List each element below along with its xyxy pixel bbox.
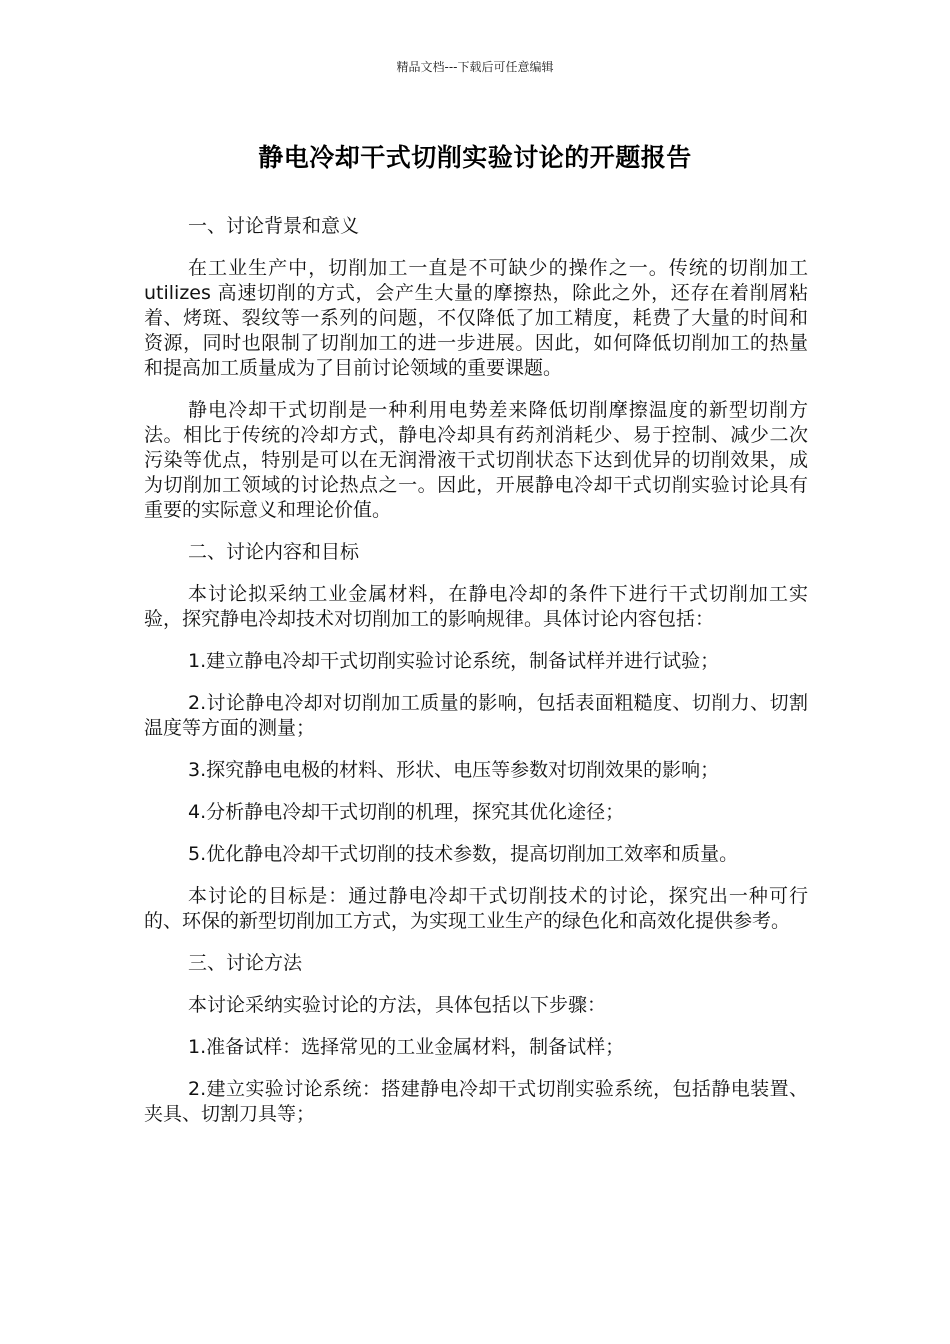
section-heading-content: 二、讨论内容和目标 [188, 541, 360, 563]
list-item: 5.优化静电冷却干式切削的技术参数，提高切削加工效率和质量。 [188, 843, 739, 865]
section-heading-method: 三、讨论方法 [188, 952, 303, 974]
list-item: 4.分析静电冷却干式切削的机理，探究其优化途径； [188, 801, 625, 823]
list-item: 2.讨论静电冷却对切削加工质量的影响，包括表面粗糙度、切削力、切割温度等方面的测量； [144, 692, 808, 739]
header-note: 精品文档---下载后可任意编辑 [396, 60, 554, 74]
list-item: 3.探究静电电极的材料、形状、电压等参数对切削效果的影响； [188, 759, 720, 781]
paragraph: 本讨论的目标是：通过静电冷却干式切削技术的讨论，探究出一种可行的、环保的新型切削加工方式，为实现工业生产的绿色化和高效化提供参考。 [144, 885, 808, 932]
paragraph: 本讨论采纳实验讨论的方法，具体包括以下步骤： [188, 994, 607, 1016]
list-item: 1.建立静电冷却干式切削实验讨论系统，制备试样并进行试验； [188, 650, 720, 672]
paragraph: 在工业生产中，切削加工一直是不可缺少的操作之一。传统的切削加工 utilizes 高速切削的方式，会产生大量的摩擦热，除此之外，还存在着削屑粘着、烤斑、裂纹等一系列的问题，不仅降低了加工精度，耗费了大量的时间和资源，同时也限制了切削加工的进一步进展。因此，如何降低切削加工的热量和提高加工质量成为了目前讨论领域的重要课题。 [144, 257, 808, 379]
list-item: 1.准备试样：选择常见的工业金属材料，制备试样； [188, 1036, 625, 1058]
paragraph: 静电冷却干式切削是一种利用电势差来降低切削摩擦温度的新型切削方法。相比于传统的冷却方式，静电冷却具有药剂消耗少、易于控制、减少二次污染等优点，特别是可以在无润滑液干式切削状态下达到优异的切削效果，成为切削加工领域的讨论热点之一。因此，开展静电冷却干式切削实验讨论具有重要的实际意义和理论价值。 [144, 399, 808, 521]
section-heading-background: 一、讨论背景和意义 [188, 215, 360, 237]
list-item: 2.建立实验讨论系统：搭建静电冷却干式切削实验系统，包括静电装置、夹具、切割刀具等； [144, 1078, 808, 1125]
document-body [144, 214, 808, 1144]
paragraph: 本讨论拟采纳工业金属材料，在静电冷却的条件下进行干式切削加工实验，探究静电冷却技术对切削加工的影响规律。具体讨论内容包括： [144, 583, 808, 630]
document-title: 静电冷却干式切削实验讨论的开题报告 [258, 143, 692, 172]
